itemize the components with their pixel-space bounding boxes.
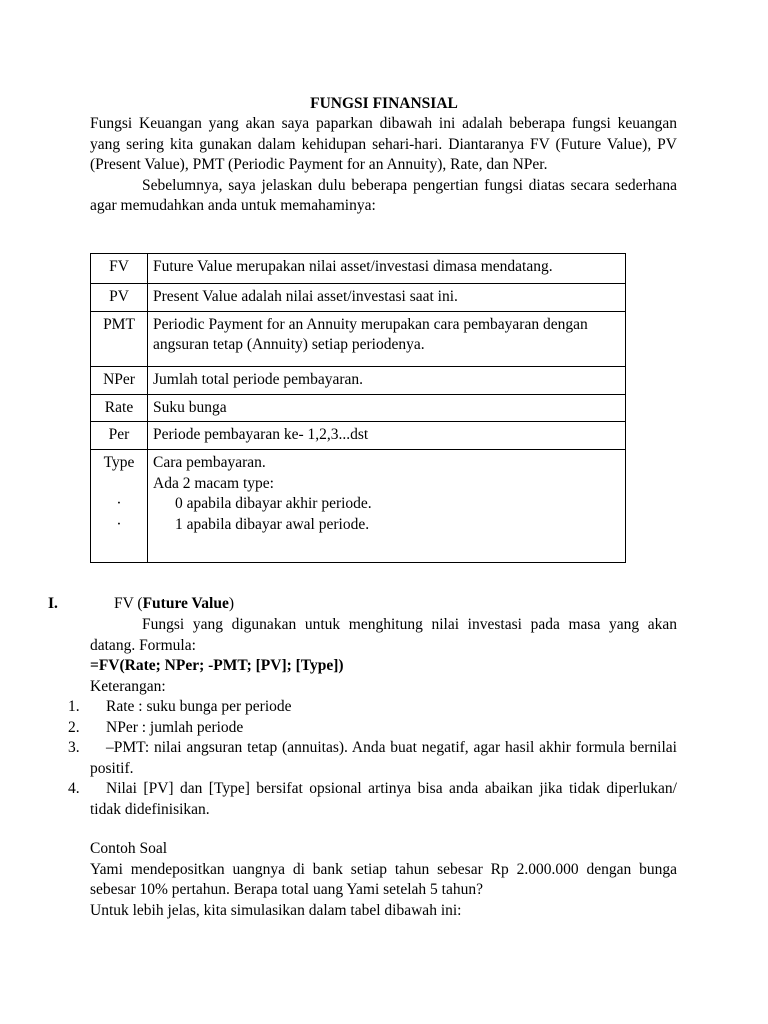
table-key-cell xyxy=(91,450,148,563)
section-title-prefix: FV ( xyxy=(114,595,143,612)
notes-list xyxy=(68,697,677,820)
list-number: 4. xyxy=(68,780,80,797)
keterangan-label: Keterangan: xyxy=(90,677,166,695)
table-desc-cell: Future Value merupakan nilai asset/investasi dimasa mendatang. xyxy=(148,254,626,284)
list-number: 3. xyxy=(68,739,80,756)
table-key-cell: Rate xyxy=(91,394,148,422)
table-row xyxy=(91,254,626,284)
type-desc-line-1: Cara pembayaran. xyxy=(153,454,266,471)
intro-paragraph-1: Fungsi Keuangan yang akan saya paparkan dibawah ini adalah beberapa fungsi keuangan yang sering kita gunakan dalam kehidupan sehari-hari. Diantaranya FV (Future Value), PV (Present Value), PMT (Periodic Payment for an Annuity), Rate, dan NPer. xyxy=(90,115,677,173)
example-heading: Contoh Soal xyxy=(90,840,168,857)
fv-section-body xyxy=(68,615,677,820)
table-row xyxy=(91,366,626,394)
example-text: Yami mendepositkan uangnya di bank setiap tahun sebesar Rp 2.000.000 dengan bunga sebesar 10% pertahun. Berapa total uang Yami setelah 5 tahun? xyxy=(90,860,677,898)
table-row xyxy=(91,284,626,312)
fv-description: Fungsi yang digunakan untuk menghitung nilai investasi pada masa yang akan datang. Formula: xyxy=(90,616,677,654)
table-desc-cell: Periode pembayaran ke- 1,2,3...dst xyxy=(148,422,626,450)
list-text: Nilai [PV] dan [Type] bersifat opsional artinya bisa anda abaikan jika tidak diperlukan/ tidak didefinisikan. xyxy=(90,780,677,818)
table-row xyxy=(91,394,626,422)
table-desc-cell: Present Value adalah nilai asset/investasi saat ini. xyxy=(148,284,626,312)
table-key-cell: FV xyxy=(91,254,148,284)
list-item xyxy=(68,718,677,739)
table-desc-cell: Suku bunga xyxy=(148,394,626,422)
bullet-mark: · xyxy=(116,495,122,512)
table-key-cell: PMT xyxy=(91,311,148,366)
fv-formula: =FV(Rate; NPer; -PMT; [PV]; [Type]) xyxy=(90,657,344,674)
definitions-table xyxy=(90,253,626,563)
list-item xyxy=(68,779,677,820)
list-text: Rate : suku bunga per periode xyxy=(106,698,292,715)
table-desc-cell: Periodic Payment for an Annuity merupakan cara pembayaran dengan angsuran tetap (Annuity) setiap periodenya. xyxy=(148,311,626,366)
table-row xyxy=(91,450,626,563)
section-title-suffix: ) xyxy=(228,595,235,612)
table-key-cell: PV xyxy=(91,284,148,312)
list-item xyxy=(68,738,677,779)
list-text: –PMT: nilai angsuran tetap (annuitas). Anda buat negatif, agar hasil akhir formula bernilai positif. xyxy=(90,739,677,777)
bullet-mark: · xyxy=(116,515,122,533)
table-desc-cell: Jumlah total periode pembayaran. xyxy=(148,366,626,394)
list-number: 2. xyxy=(68,718,80,736)
table-row xyxy=(91,311,626,366)
example-text-2: Untuk lebih jelas, kita simulasikan dalam tabel dibawah ini: xyxy=(90,901,462,919)
section-title-main: Future Value xyxy=(142,595,229,612)
document-title: FUNGSI FINANSIAL xyxy=(310,95,458,112)
intro-section xyxy=(90,114,677,217)
intro-paragraph-2: Sebelumnya, saya jelaskan dulu beberapa pengertian fungsi diatas secara sederhana agar memudahkan anda untuk memahaminya: xyxy=(90,176,677,214)
type-desc-line-2: Ada 2 macam type: xyxy=(153,474,274,492)
table-key-cell: Per xyxy=(91,422,148,450)
section-number: I. xyxy=(48,595,58,612)
list-number: 1. xyxy=(68,698,80,715)
type-key-label: Type xyxy=(103,454,135,471)
section-title xyxy=(114,594,234,615)
type-option-0: 0 apabila dibayar akhir periode. xyxy=(175,495,372,512)
table-row xyxy=(91,422,626,450)
table-desc-cell xyxy=(148,450,626,563)
table-key-cell: NPer xyxy=(91,366,148,394)
example-section xyxy=(90,839,677,921)
type-option-1: 1 apabila dibayar awal periode. xyxy=(175,515,370,533)
list-item xyxy=(68,697,677,718)
list-text: NPer : jumlah periode xyxy=(106,718,244,736)
